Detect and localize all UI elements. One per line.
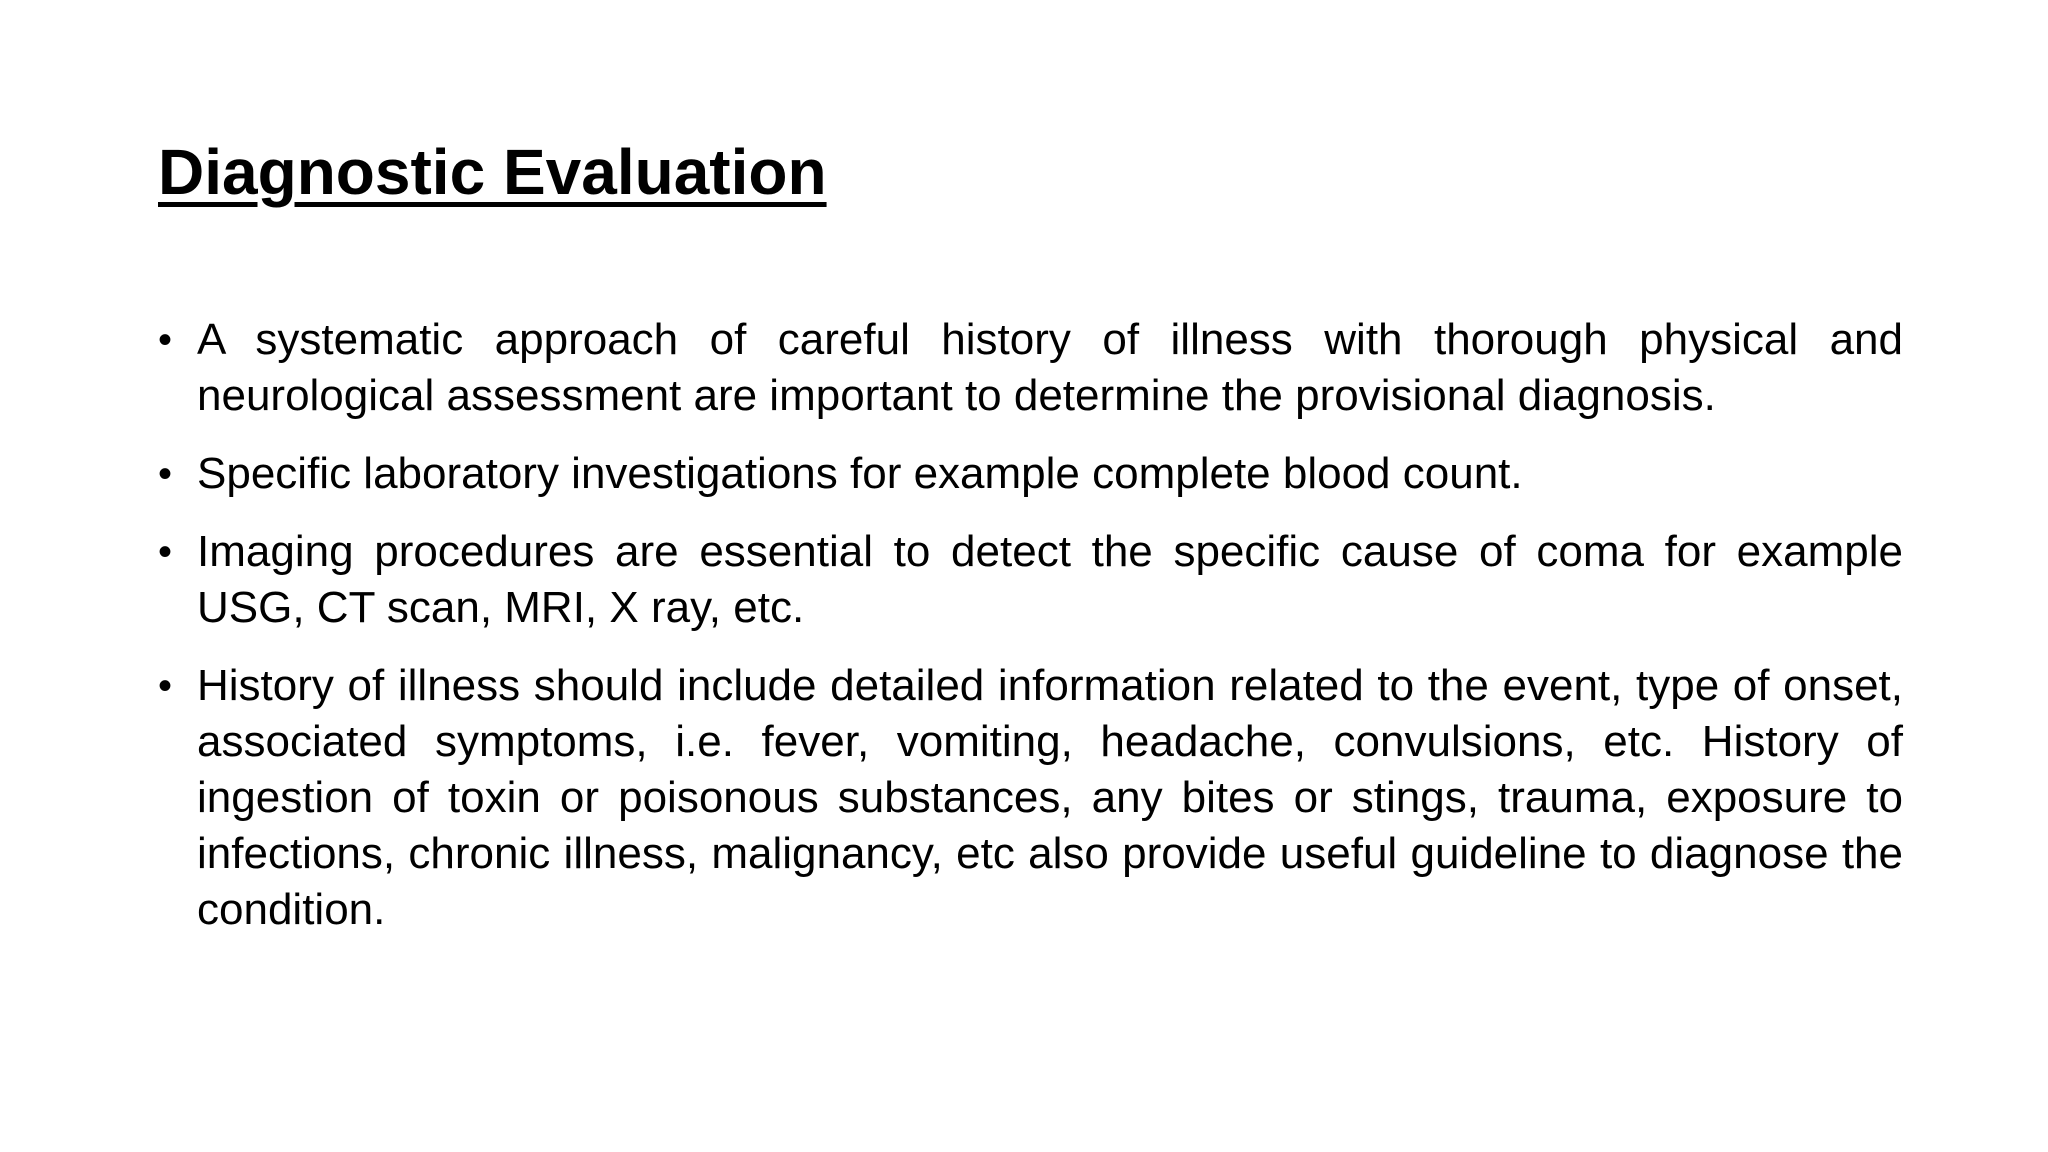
bullet-item (158, 524, 1903, 636)
bullet-icon: • (158, 530, 173, 574)
slide-title: Diagnostic Evaluation (158, 136, 827, 208)
bullet-icon: • (158, 452, 173, 496)
bullet-text: Specific laboratory investigations for example complete blood count. (197, 449, 1523, 498)
bullet-icon: • (158, 318, 173, 362)
bullet-list (158, 312, 1903, 960)
bullet-item (158, 312, 1903, 424)
bullet-item (158, 658, 1903, 938)
bullet-icon: • (158, 664, 173, 708)
bullet-text: History of illness should include detailed information related to the event, type of onset, associated symptoms, i.e. fever, vomiting, headache, convulsions, etc. History of ingestion of toxin or poisonous substances, any bites or stings, trauma, exposure to infections, chronic illness, malignancy, etc also provide useful guideline to diagnose the condition. (197, 661, 1903, 934)
bullet-text: Imaging procedures are essential to detect the specific cause of coma for example USG, CT scan, MRI, X ray, etc. (197, 527, 1903, 632)
bullet-text: A systematic approach of careful history of illness with thorough physical and neurological assessment are important to determine the provisional diagnosis. (197, 315, 1903, 420)
bullet-item (158, 446, 1903, 502)
